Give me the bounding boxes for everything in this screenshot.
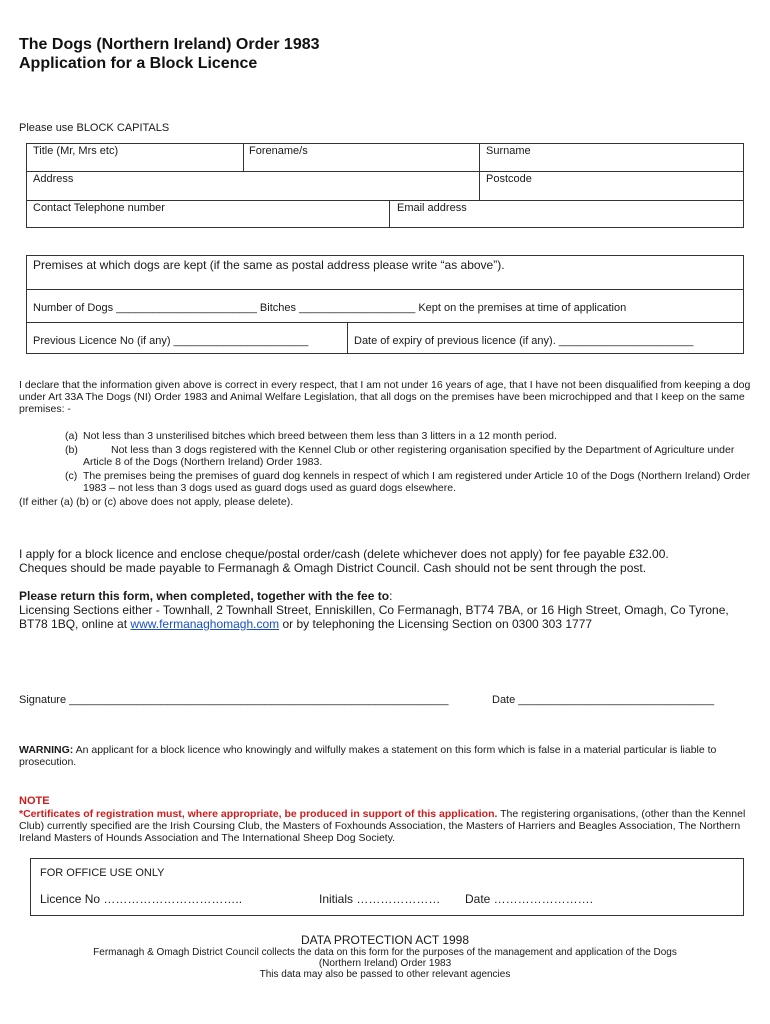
surname-field[interactable]: Surname [486, 145, 531, 157]
item-a-marker: (a) [65, 430, 78, 442]
page-title: The Dogs (Northern Ireland) Order 1983 [19, 36, 320, 53]
telephone-field[interactable]: Contact Telephone number [33, 202, 165, 214]
data-protection-line-2: (Northern Ireland) Order 1983 [318, 958, 452, 969]
email-field[interactable]: Email address [397, 202, 467, 214]
warning-text: An applicant for a block licence who knowingly and wilfully makes a statement on this form which is false in a material particular is liable to prosecution. [19, 744, 717, 769]
applicant-table [26, 143, 744, 228]
item-c: The premises being the premises of guard dog kennels in respect of which I am registered under Article 10 of the Dogs (Northern Ireland) Order 1983 – not less than 3 dogs used as guard dogs used as guard dogs elsewhere. [83, 470, 751, 495]
office-use-box [30, 858, 744, 916]
item-a: Not less than 3 unsterilised bitches which breed between them less than 3 litters in a 12 month period. [83, 430, 557, 442]
dogs-count-field[interactable]: Number of Dogs _______________________ Bitches ___________________ Kept on the premises at time of application [33, 302, 627, 314]
declaration-text: I declare that the information given above is correct in every respect, that I am not under 16 years of age, that I have not been disqualified from keeping a dog under Art 33A The Dogs (NI) Order 1983 and Animal Welfare Legislation, that all dogs on the premises have been microchipped and that I keep on the same premises: - [19, 379, 751, 416]
title-field[interactable]: Title (Mr, Mrs etc) [33, 145, 119, 157]
premises-field[interactable]: Premises at which dogs are kept (if the same as postal address please write “as above”). [33, 258, 505, 272]
return-heading [19, 589, 751, 603]
forename-field[interactable]: Forename/s [249, 145, 308, 157]
page-subtitle: Application for a Block Licence [19, 55, 258, 72]
note [19, 808, 751, 845]
warning [19, 744, 751, 768]
return-heading-text: Please return this form, when completed, together with the fee to [19, 589, 390, 603]
office-date: Date ……………………. [465, 892, 594, 906]
previous-licence-field[interactable]: Previous Licence No (if any) ______________________ [33, 335, 309, 347]
warning-label: WARNING: [19, 744, 74, 756]
licence-expiry-field[interactable]: Date of expiry of previous licence (if any). ______________________ [354, 335, 694, 347]
return-address-text: Licensing Sections either - Townhall, 2 Townhall Street, Enniskillen, Co Fermanagh, BT74 7BA, or 16 High Street, Omagh, Co Tyrone, BT78 1BQ, online at [19, 603, 729, 631]
note-heading: NOTE [19, 795, 50, 807]
item-b-marker: (b) [65, 444, 78, 456]
signature-field[interactable]: Signature ______________________________________________________________ [19, 694, 449, 706]
item-c-marker: (c) [65, 470, 78, 482]
data-protection-line-3: This data may also be passed to other relevant agencies [259, 969, 511, 980]
data-protection-line-1: Fermanagh & Omagh District Council collects the data on this form for the purposes of the management and application of the Dogs [93, 947, 677, 958]
return-phone-text: or by telephoning the Licensing Section on 0300 303 1777 [279, 617, 593, 631]
data-protection-heading: DATA PROTECTION ACT 1998 [300, 933, 470, 947]
note-red-text: *Certificates of registration must, where appropriate, be produced in support of this application. [19, 808, 498, 820]
fee-line-2: Cheques should be made payable to Fermanagh & Omagh District Council. Cash should not be sent through the post. [19, 561, 647, 575]
return-heading-colon: : [389, 589, 393, 603]
item-b: Not less than 3 dogs registered with the Kennel Club or other registering organisation specified by the Department of Agriculture under Article 8 of the Dogs (Northern Ireland) Order 1983. [83, 444, 735, 469]
office-licence-no: Licence No …………………………….. [40, 892, 243, 906]
return-address [19, 603, 751, 631]
address-field[interactable]: Address [33, 173, 74, 185]
declaration-footer: (If either (a) (b) or (c) above does not apply, please delete). [19, 496, 294, 508]
office-use-heading: FOR OFFICE USE ONLY [40, 867, 165, 879]
website-link[interactable]: www.fermanaghomagh.com [130, 617, 280, 631]
office-initials: Initials ………………… [319, 892, 441, 906]
instructions: Please use BLOCK CAPITALS [19, 122, 170, 134]
fee-line-1: I apply for a block licence and enclose cheque/postal order/cash (delete whichever does not apply) for fee payable £32.00. [19, 547, 669, 561]
note-text: The registering organisations, (other than the Kennel Club) currently specified are the Irish Coursing Club, the Masters of Foxhounds Association, the Masters of Harriers and Beagles Association, The Northern Ireland Masters of Hounds Association and The International Sheep Dog Society. [19, 808, 746, 845]
premises-table [26, 255, 744, 354]
postcode-field[interactable]: Postcode [486, 173, 532, 185]
date-field[interactable]: Date ________________________________ [492, 694, 715, 706]
